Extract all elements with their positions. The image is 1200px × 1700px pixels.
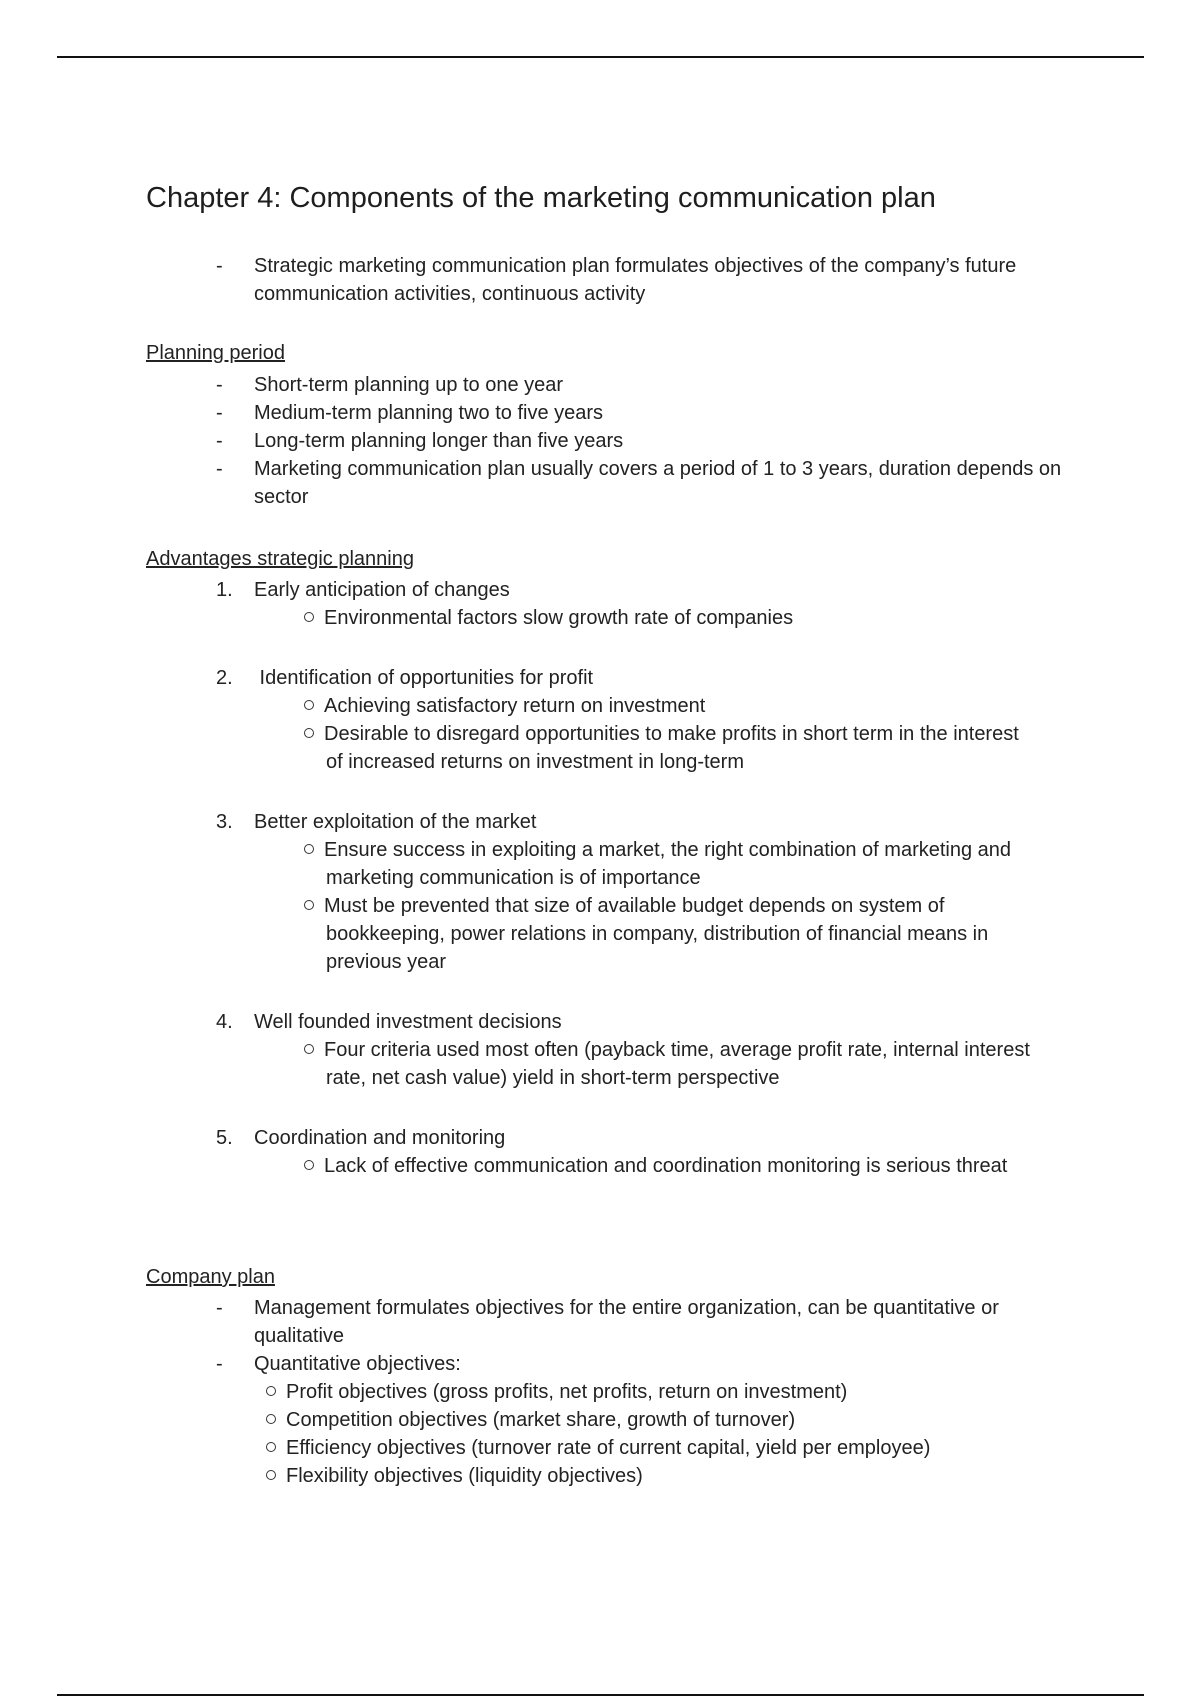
intro-list <box>216 252 1076 308</box>
bottom-rule <box>57 1694 1144 1696</box>
numbered-item <box>216 664 1076 808</box>
sub-list-item <box>254 1462 994 1490</box>
sub-item-text: Must be prevented that size of available budget depends on system of bookkeeping, power relations in company, distribution of financial means in previous year <box>324 895 989 973</box>
planning-item-text: Short-term planning up to one year <box>254 374 564 396</box>
numbered-item-label: Early anticipation of changes <box>254 579 510 601</box>
circle-bullet-icon <box>304 844 314 854</box>
item-number: 4. <box>216 1011 233 1033</box>
numbered-item <box>216 576 1076 664</box>
sub-item-text: Desirable to disregard opportunities to make profits in short term in the interest of increased returns on investment in long-term <box>324 723 1019 773</box>
sub-list-item <box>254 1378 994 1406</box>
section-heading-advantages: Advantages strategic planning <box>146 548 414 570</box>
dash-bullet: - <box>216 430 223 452</box>
sub-list-item <box>292 720 1032 776</box>
page-title: Chapter 4: Components of the marketing communication plan <box>146 182 936 214</box>
list-item <box>216 455 1076 511</box>
circle-bullet-icon <box>304 1044 314 1054</box>
planning-period-list <box>216 371 1076 511</box>
numbered-item-label: Well founded investment decisions <box>254 1011 562 1033</box>
sub-item-text: Profit objectives (gross profits, net profits, return on investment) <box>286 1381 848 1403</box>
list-item <box>216 427 1076 455</box>
section-heading-company-plan: Company plan <box>146 1266 275 1288</box>
circle-bullet-icon <box>266 1414 276 1424</box>
top-rule <box>57 56 1144 58</box>
sub-item-text: Achieving satisfactory return on investment <box>324 695 706 717</box>
sub-list-item <box>292 836 1032 892</box>
sub-item-text: Environmental factors slow growth rate of companies <box>324 607 794 629</box>
sub-item-text: Efficiency objectives (turnover rate of current capital, yield per employee) <box>286 1437 931 1459</box>
planning-item-text: Medium-term planning two to five years <box>254 402 604 424</box>
sub-list <box>292 692 1032 776</box>
list-item <box>216 1294 1076 1350</box>
circle-bullet-icon <box>266 1442 276 1452</box>
circle-bullet-icon <box>304 612 314 622</box>
sub-item-text: Flexibility objectives (liquidity objectives) <box>286 1465 643 1487</box>
dash-bullet: - <box>216 458 223 480</box>
item-number: 2. <box>216 667 233 689</box>
numbered-item-label: Identification of opportunities for profit <box>254 667 594 689</box>
circle-bullet-icon <box>304 1160 314 1170</box>
list-item <box>216 399 1076 427</box>
list-item <box>216 371 1076 399</box>
sub-list <box>254 1378 994 1490</box>
circle-bullet-icon <box>266 1470 276 1480</box>
sub-list-item <box>292 892 1032 976</box>
dash-bullet: - <box>216 402 223 424</box>
dash-bullet: - <box>216 255 223 277</box>
circle-bullet-icon <box>266 1386 276 1396</box>
dash-bullet: - <box>216 1353 223 1375</box>
sub-list-item <box>292 604 1032 632</box>
intro-item-text: Strategic marketing communication plan formulates objectives of the company’s future communication activities, continuous activity <box>254 255 1017 305</box>
company-plan-item-text: Quantitative objectives: <box>254 1353 461 1375</box>
planning-item-text: Long-term planning longer than five years <box>254 430 624 452</box>
sub-item-text: Ensure success in exploiting a market, the right combination of marketing and marketing communication is of importance <box>324 839 1012 889</box>
sub-list <box>292 1036 1032 1092</box>
advantages-list <box>216 576 1076 1180</box>
company-plan-item-text: Management formulates objectives for the entire organization, can be quantitative or qualitative <box>254 1297 999 1347</box>
sub-item-text: Lack of effective communication and coordination monitoring is serious threat <box>324 1155 1008 1177</box>
circle-bullet-icon <box>304 700 314 710</box>
item-number: 5. <box>216 1127 233 1149</box>
sub-item-text: Competition objectives (market share, growth of turnover) <box>286 1409 796 1431</box>
planning-item-text: Marketing communication plan usually covers a period of 1 to 3 years, duration depends on sector <box>254 458 1062 508</box>
sub-list <box>292 604 1032 632</box>
item-number: 1. <box>216 579 233 601</box>
numbered-item-label: Coordination and monitoring <box>254 1127 506 1149</box>
sub-item-text: Four criteria used most often (payback time, average profit rate, internal interest rate, net cash value) yield in short-term perspective <box>324 1039 1030 1089</box>
list-item <box>216 1350 1076 1490</box>
sub-list <box>292 1152 1032 1180</box>
circle-bullet-icon <box>304 900 314 910</box>
numbered-item-label: Better exploitation of the market <box>254 811 537 833</box>
numbered-item <box>216 1124 1076 1180</box>
sub-list-item <box>292 1036 1032 1092</box>
sub-list-item <box>292 692 1032 720</box>
numbered-item <box>216 808 1076 1008</box>
sub-list <box>292 836 1032 976</box>
company-plan-list <box>216 1294 1076 1490</box>
sub-list-item <box>254 1406 994 1434</box>
dash-bullet: - <box>216 1297 223 1319</box>
section-heading-planning-period: Planning period <box>146 342 285 364</box>
list-item <box>216 252 1076 308</box>
circle-bullet-icon <box>304 728 314 738</box>
sub-list-item <box>254 1434 994 1462</box>
item-number: 3. <box>216 811 233 833</box>
sub-list-item <box>292 1152 1032 1180</box>
dash-bullet: - <box>216 374 223 396</box>
numbered-item <box>216 1008 1076 1124</box>
